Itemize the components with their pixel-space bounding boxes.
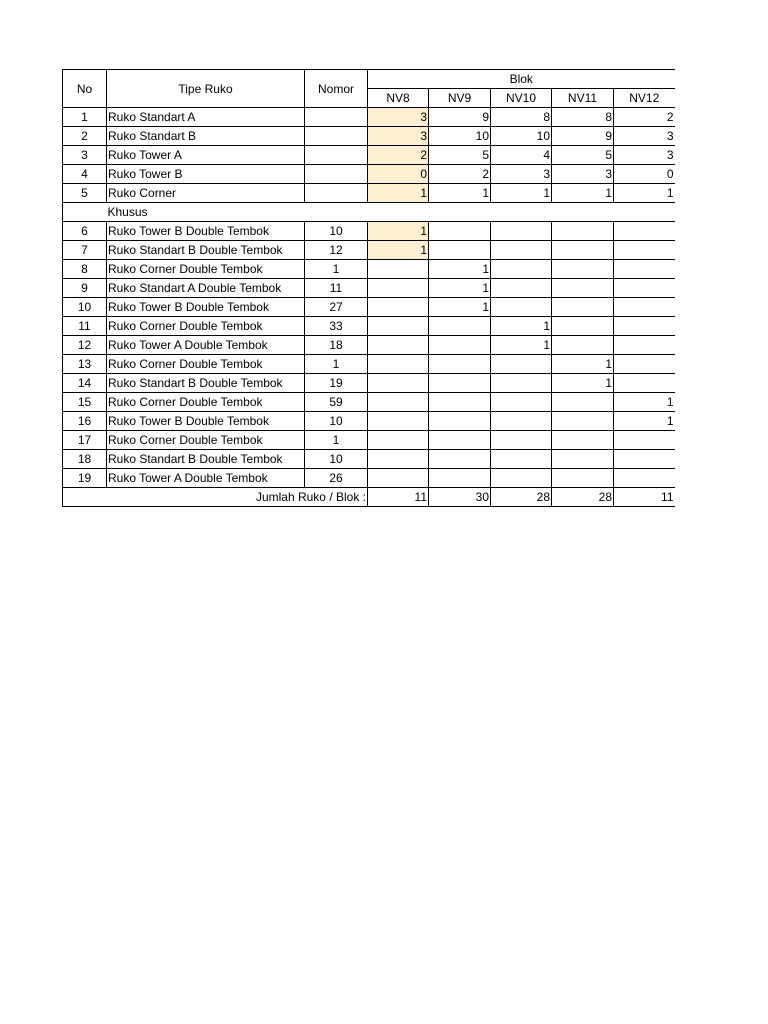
header-blok: Blok: [368, 70, 675, 89]
row-no: 4: [63, 165, 107, 184]
row-value-nv9: 1: [429, 260, 491, 279]
row-value-nv9: 1: [429, 184, 491, 203]
row-nomor: [305, 127, 368, 146]
section-spacer: [491, 203, 552, 222]
row-value-nv11: 8: [552, 108, 614, 127]
row-value-nv10: [491, 450, 552, 469]
total-value-nv12: 11: [614, 488, 675, 507]
header-blok-nv9: NV9: [429, 89, 491, 108]
row-value-nv12: [614, 431, 675, 450]
row-nomor: [305, 165, 368, 184]
row-value-nv8: 1: [368, 241, 429, 260]
row-value-nv8: [368, 260, 429, 279]
header-tipe-ruko: Tipe Ruko: [107, 70, 305, 108]
row-value-nv12: [614, 336, 675, 355]
row-no: 15: [63, 393, 107, 412]
header-nomor: Nomor: [305, 70, 368, 108]
row-value-nv11: [552, 412, 614, 431]
row-value-nv12: [614, 450, 675, 469]
row-value-nv8: 3: [368, 108, 429, 127]
table-row: [63, 165, 675, 184]
section-spacer: [63, 203, 107, 222]
row-value-nv12: [614, 374, 675, 393]
table-row: [63, 127, 675, 146]
row-value-nv10: [491, 279, 552, 298]
row-no: 6: [63, 222, 107, 241]
total-row: [63, 488, 675, 507]
row-value-nv11: [552, 222, 614, 241]
section-spacer: [368, 203, 429, 222]
row-no: 18: [63, 450, 107, 469]
row-value-nv9: [429, 412, 491, 431]
table-row: [63, 393, 675, 412]
row-tipe-ruko: Ruko Tower B Double Tembok: [107, 412, 305, 431]
ruko-table: [62, 69, 675, 507]
row-tipe-ruko: Ruko Standart B Double Tembok: [107, 374, 305, 393]
row-no: 8: [63, 260, 107, 279]
row-no: 9: [63, 279, 107, 298]
row-tipe-ruko: Ruko Tower A Double Tembok: [107, 336, 305, 355]
row-value-nv10: 1: [491, 317, 552, 336]
row-tipe-ruko: Ruko Standart A Double Tembok: [107, 279, 305, 298]
row-no: 19: [63, 469, 107, 488]
header-blok-nv11: NV11: [552, 89, 614, 108]
row-value-nv10: 3: [491, 165, 552, 184]
row-value-nv10: [491, 260, 552, 279]
total-value-nv8: 11: [368, 488, 429, 507]
row-value-nv11: [552, 469, 614, 488]
row-value-nv10: [491, 222, 552, 241]
row-value-nv10: 4: [491, 146, 552, 165]
row-no: 10: [63, 298, 107, 317]
row-value-nv8: 1: [368, 184, 429, 203]
row-value-nv11: [552, 431, 614, 450]
row-no: 1: [63, 108, 107, 127]
row-value-nv11: [552, 241, 614, 260]
table-row: [63, 260, 675, 279]
row-value-nv9: 5: [429, 146, 491, 165]
row-nomor: 26: [305, 469, 368, 488]
row-value-nv10: 10: [491, 127, 552, 146]
row-nomor: 1: [305, 431, 368, 450]
row-nomor: 27: [305, 298, 368, 317]
row-tipe-ruko: Ruko Tower A: [107, 146, 305, 165]
row-value-nv9: 2: [429, 165, 491, 184]
row-value-nv10: 8: [491, 108, 552, 127]
row-no: 2: [63, 127, 107, 146]
table-row: [63, 431, 675, 450]
total-value-nv11: 28: [552, 488, 614, 507]
row-value-nv9: 1: [429, 298, 491, 317]
row-value-nv12: 0: [614, 165, 675, 184]
table-row: [63, 336, 675, 355]
row-value-nv11: 3: [552, 165, 614, 184]
row-nomor: 1: [305, 355, 368, 374]
row-value-nv10: [491, 431, 552, 450]
row-value-nv11: [552, 336, 614, 355]
row-value-nv9: 1: [429, 279, 491, 298]
row-value-nv8: [368, 393, 429, 412]
row-tipe-ruko: Ruko Corner: [107, 184, 305, 203]
row-value-nv11: 5: [552, 146, 614, 165]
row-tipe-ruko: Ruko Standart B: [107, 127, 305, 146]
row-value-nv9: [429, 317, 491, 336]
row-value-nv8: 0: [368, 165, 429, 184]
total-value-nv10: 28: [491, 488, 552, 507]
row-tipe-ruko: Ruko Standart B Double Tembok: [107, 450, 305, 469]
row-value-nv10: [491, 412, 552, 431]
row-nomor: 33: [305, 317, 368, 336]
row-tipe-ruko: Ruko Tower B Double Tembok: [107, 222, 305, 241]
table-row: [63, 450, 675, 469]
row-value-nv12: [614, 279, 675, 298]
row-value-nv10: 1: [491, 336, 552, 355]
table-row: [63, 374, 675, 393]
table-row: [63, 317, 675, 336]
row-tipe-ruko: Ruko Corner Double Tembok: [107, 431, 305, 450]
table-row: [63, 412, 675, 431]
section-spacer: [305, 203, 368, 222]
row-tipe-ruko: Ruko Tower A Double Tembok: [107, 469, 305, 488]
row-tipe-ruko: Ruko Corner Double Tembok: [107, 355, 305, 374]
row-no: 11: [63, 317, 107, 336]
row-value-nv10: [491, 469, 552, 488]
header-blok-nv12: NV12: [614, 89, 675, 108]
row-tipe-ruko: Ruko Corner Double Tembok: [107, 260, 305, 279]
row-value-nv10: [491, 393, 552, 412]
row-no: 7: [63, 241, 107, 260]
row-value-nv11: [552, 317, 614, 336]
table-row: [63, 108, 675, 127]
table-row: [63, 222, 675, 241]
row-value-nv8: 3: [368, 127, 429, 146]
row-nomor: [305, 184, 368, 203]
row-value-nv9: [429, 374, 491, 393]
row-tipe-ruko: Ruko Corner Double Tembok: [107, 317, 305, 336]
table-row: [63, 355, 675, 374]
section-spacer: [429, 203, 491, 222]
row-value-nv9: [429, 393, 491, 412]
row-value-nv12: 1: [614, 412, 675, 431]
row-value-nv12: 1: [614, 184, 675, 203]
row-value-nv12: 1: [614, 393, 675, 412]
row-value-nv8: [368, 374, 429, 393]
row-value-nv8: [368, 469, 429, 488]
row-tipe-ruko: Ruko Corner Double Tembok: [107, 393, 305, 412]
row-nomor: 18: [305, 336, 368, 355]
row-no: 3: [63, 146, 107, 165]
row-tipe-ruko: Ruko Tower B Double Tembok: [107, 298, 305, 317]
row-no: 14: [63, 374, 107, 393]
row-value-nv12: 3: [614, 146, 675, 165]
table-row: [63, 298, 675, 317]
row-value-nv9: [429, 431, 491, 450]
section-spacer: [552, 203, 614, 222]
table-row: [63, 241, 675, 260]
row-value-nv8: [368, 450, 429, 469]
header-blok-nv8: NV8: [368, 89, 429, 108]
total-value-nv9: 30: [429, 488, 491, 507]
header-blok-nv10: NV10: [491, 89, 552, 108]
row-value-nv9: [429, 222, 491, 241]
row-no: 5: [63, 184, 107, 203]
row-value-nv11: [552, 260, 614, 279]
row-value-nv11: [552, 393, 614, 412]
row-value-nv8: [368, 336, 429, 355]
row-value-nv10: 1: [491, 184, 552, 203]
row-value-nv12: [614, 241, 675, 260]
row-no: 16: [63, 412, 107, 431]
row-tipe-ruko: Ruko Standart A: [107, 108, 305, 127]
row-value-nv9: [429, 241, 491, 260]
row-value-nv9: [429, 336, 491, 355]
row-nomor: 1: [305, 260, 368, 279]
row-value-nv12: [614, 469, 675, 488]
row-nomor: [305, 108, 368, 127]
row-nomor: 19: [305, 374, 368, 393]
table-row: [63, 184, 675, 203]
row-value-nv12: [614, 317, 675, 336]
row-value-nv11: 1: [552, 374, 614, 393]
row-value-nv12: [614, 355, 675, 374]
row-value-nv10: [491, 374, 552, 393]
row-value-nv9: [429, 469, 491, 488]
header-no: No: [63, 70, 107, 108]
section-row: [63, 203, 675, 222]
table-row: [63, 279, 675, 298]
row-value-nv10: [491, 355, 552, 374]
row-value-nv12: 2: [614, 108, 675, 127]
row-nomor: [305, 146, 368, 165]
row-value-nv8: 2: [368, 146, 429, 165]
row-value-nv10: [491, 298, 552, 317]
row-value-nv11: 1: [552, 355, 614, 374]
row-no: 12: [63, 336, 107, 355]
row-value-nv11: 1: [552, 184, 614, 203]
row-value-nv8: [368, 412, 429, 431]
row-value-nv8: [368, 279, 429, 298]
row-nomor: 10: [305, 222, 368, 241]
row-no: 17: [63, 431, 107, 450]
row-nomor: 10: [305, 412, 368, 431]
row-nomor: 59: [305, 393, 368, 412]
section-label: Khusus: [107, 205, 148, 219]
row-tipe-ruko: Ruko Tower B: [107, 165, 305, 184]
row-value-nv12: [614, 222, 675, 241]
row-nomor: 12: [305, 241, 368, 260]
row-value-nv9: [429, 450, 491, 469]
row-value-nv11: [552, 298, 614, 317]
row-value-nv11: [552, 279, 614, 298]
row-value-nv8: 1: [368, 222, 429, 241]
row-value-nv8: [368, 317, 429, 336]
row-value-nv8: [368, 298, 429, 317]
row-value-nv8: [368, 355, 429, 374]
row-tipe-ruko: Ruko Standart B Double Tembok: [107, 241, 305, 260]
row-value-nv10: [491, 241, 552, 260]
row-nomor: 10: [305, 450, 368, 469]
row-value-nv12: 3: [614, 127, 675, 146]
row-value-nv9: [429, 355, 491, 374]
table-row: [63, 146, 675, 165]
row-value-nv11: 9: [552, 127, 614, 146]
row-value-nv12: [614, 298, 675, 317]
row-value-nv12: [614, 260, 675, 279]
row-value-nv11: [552, 450, 614, 469]
row-value-nv9: 10: [429, 127, 491, 146]
section-spacer: [614, 203, 675, 222]
row-no: 13: [63, 355, 107, 374]
row-value-nv9: 9: [429, 108, 491, 127]
row-nomor: 11: [305, 279, 368, 298]
row-value-nv8: [368, 431, 429, 450]
table-row: [63, 469, 675, 488]
total-label: Jumlah Ruko / Blok :: [63, 488, 368, 507]
